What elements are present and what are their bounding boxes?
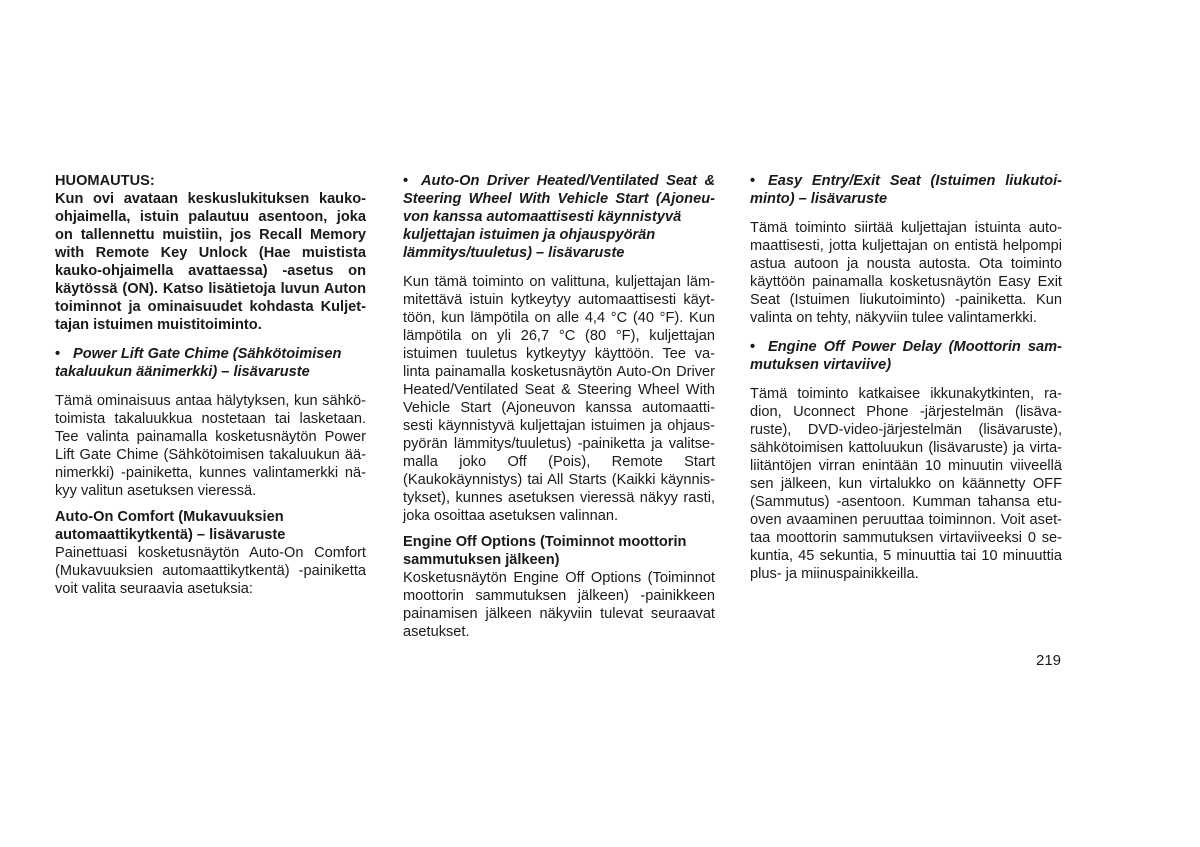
body-line: valinta on tehty, näkyviin tulee valintamerkki.	[750, 310, 1037, 326]
body-line: plus- ja miinuspainikkeilla.	[750, 566, 919, 582]
note-line: käytössä (ON). Katso lisätietoja luvun Auton	[55, 281, 366, 297]
note-line: Kun ovi avataan keskuslukituksen kauko-	[55, 191, 366, 207]
body-line: Tämä ominaisuus antaa hälytyksen, kun sähkö-	[55, 393, 366, 409]
bullet-icon: •	[403, 173, 409, 189]
heading-line: lämmitys/tuuletus) – lisävaruste	[403, 245, 625, 261]
bullet-icon: •	[750, 173, 756, 189]
body-line: Seat (Istuimen liukutoiminto) -painiketta. Kun	[750, 292, 1062, 308]
note-line: tajan istuimen muistitoiminto.	[55, 317, 262, 333]
body-line: Tämä toiminto katkaisee ikkunakytkinten, ra-	[750, 386, 1062, 402]
heading-line: takaluukun äänimerkki) – lisävaruste	[55, 364, 310, 380]
body-line: sähkötoimisen kattoluukun (lisävaruste) ja virta-	[750, 440, 1062, 456]
note-paragraph	[55, 190, 366, 334]
note-line: toiminnot ja ominaisuudet kohdasta Kuljet-	[55, 299, 366, 315]
body-line: taa moottorin sammutuksen virtaviiveeksi 0 se-	[750, 530, 1062, 546]
heading-line: kuljettajan istuimen ja ohjauspyörän	[403, 227, 656, 243]
body-line: pyörän lämmitys/tuuletus) -painiketta ja valitse-	[403, 436, 715, 452]
body-line: moottorin sammutuksen jälkeen) -painikkeen	[403, 588, 715, 604]
heading-line: Steering Wheel With Vehicle Start (Ajoneu-	[403, 191, 715, 207]
body-line: mitettävä istuin kytkeytyy automaattisesti käyt-	[403, 292, 715, 308]
body-line: dion, Uconnect Phone -järjestelmän (lisäva-	[750, 404, 1062, 420]
body-line: oven avaaminen peruuttaa toiminnon. Voit aset-	[750, 512, 1062, 528]
column-left	[55, 172, 366, 598]
body-line: nimerkki) -painiketta, kunnes valintamerkki nä-	[55, 465, 366, 481]
body-line: Heated/Ventilated Seat & Steering Wheel With	[403, 382, 715, 398]
body-line: Painettuasi kosketusnäytön Auto-On Comfort	[55, 545, 366, 561]
heading-line: Auto-On Comfort (Mukavuuksien	[55, 509, 284, 525]
body-line: (Sammutus) -asentoon. Kumman tahansa etu-	[750, 494, 1062, 510]
power-delay-heading	[750, 338, 1062, 374]
easy-entry-heading	[750, 172, 1062, 208]
heading-line: minto) – lisävaruste	[750, 191, 888, 207]
easy-entry-paragraph	[750, 219, 1062, 327]
body-line: asetukset.	[403, 624, 470, 640]
heading-line: Engine Off Options (Toiminnot moottorin	[403, 534, 687, 550]
body-line: joka osoittaa asetuksen valinnan.	[403, 508, 618, 524]
column-right	[750, 172, 1062, 583]
auto-on-comfort-paragraph	[55, 544, 366, 598]
body-line: kyy valitun asetuksen vieressä.	[55, 483, 257, 499]
body-line: Kosketusnäytön Engine Off Options (Toiminnot	[403, 570, 715, 586]
body-line: lämpötila on yli 26,7 °C (80 °F), kuljettajan	[403, 328, 715, 344]
body-line: töön, kun lämpötila on alle 4,4 °C (40 °F). Kun	[403, 310, 715, 326]
body-line: liitäntöjen virran enintään 10 minuutin viiveellä	[750, 458, 1062, 474]
body-line: malla joko Off (Pois), Remote Start	[403, 454, 715, 470]
engine-off-options-paragraph	[403, 569, 715, 641]
body-line: astua autoon ja nousta autosta. Ota toiminto	[750, 256, 1062, 272]
heading-line: Auto-On Driver Heated/Ventilated Seat &	[421, 173, 715, 189]
heading-line: Power Lift Gate Chime (Sähkötoimisen	[73, 346, 342, 362]
power-delay-paragraph	[750, 385, 1062, 583]
body-line: toimista takaluukkua nostetaan tai lasketaan.	[55, 411, 366, 427]
note-line: with Remote Key Unlock (Hae muistista	[55, 245, 366, 261]
power-lift-gate-paragraph	[55, 392, 366, 500]
body-line: painamisen jälkeen näkyviin tulevat seuraavat	[403, 606, 715, 622]
body-line: sesti käynnistyvä kuljettajan istuimen ja ohjaus-	[403, 418, 715, 434]
heading-line: sammutuksen jälkeen)	[403, 552, 560, 568]
body-line: Lift Gate Chime (Sähkötoimisen takaluukun ää-	[55, 447, 366, 463]
body-line: tykset), kunnes asetuksen vieressä näkyy rasti,	[403, 490, 715, 506]
body-line: Vehicle Start (Ajoneuvon kanssa automaatti-	[403, 400, 715, 416]
heated-seat-heading	[403, 172, 715, 262]
engine-off-options-heading	[403, 533, 715, 569]
body-line: istuimen tuuletus kytkeytyy käyttöön. Tee va-	[403, 346, 715, 362]
body-line: voit valita seuraavia asetuksia:	[55, 581, 253, 597]
heading-line: Easy Entry/Exit Seat (Istuimen liukutoi-	[768, 173, 1062, 189]
body-line: (Mukavuuksien automaattikytkentä) -painiketta	[55, 563, 366, 579]
body-line: Tee valinta painamalla kosketusnäytön Power	[55, 429, 366, 445]
body-line: kuntia, 45 sekuntia, 5 minuuttia tai 10 minuuttia	[750, 548, 1062, 564]
heading-line: automaattikytkentä) – lisävaruste	[55, 527, 286, 543]
bullet-icon: •	[55, 346, 61, 362]
body-line: käyttöön painamalla kosketusnäytön Easy Exit	[750, 274, 1062, 290]
body-line: (Kaukokäynnistys) tai All Starts (Kaikki käynnis-	[403, 472, 715, 488]
body-line: maattisesti, jotta kuljettajan on entistä helpompi	[750, 238, 1062, 254]
body-line: ruste), DVD-video-järjestelmän (lisävaruste),	[750, 422, 1062, 438]
body-line: Kun tämä toiminto on valittuna, kuljettajan läm-	[403, 274, 715, 290]
heading-line: Engine Off Power Delay (Moottorin sam-	[768, 339, 1062, 355]
body-line: linta painamalla kosketusnäytön Auto-On Driver	[403, 364, 715, 380]
column-middle	[403, 172, 715, 641]
note-line: ohjaimella, istuin palautuu asentoon, joka	[55, 209, 366, 225]
note-heading: HUOMAUTUS:	[55, 173, 155, 189]
note-line: kauko-ohjaimella avattaessa) -asetus on	[55, 263, 366, 279]
auto-on-comfort-heading	[55, 508, 366, 544]
page-number: 219	[1036, 652, 1062, 669]
body-line: Tämä toiminto siirtää kuljettajan istuinta auto-	[750, 220, 1062, 236]
power-lift-gate-heading	[55, 345, 366, 381]
bullet-icon: •	[750, 339, 756, 355]
heading-line: mutuksen virtaviive)	[750, 357, 892, 373]
body-line: sen jälkeen, kun virtalukko on käännetty OFF	[750, 476, 1062, 492]
note-line: on tallennettu muistiin, jos Recall Memory	[55, 227, 366, 243]
heading-line: von kanssa automaattisesti käynnistyvä	[403, 209, 682, 225]
heated-seat-paragraph	[403, 273, 715, 525]
